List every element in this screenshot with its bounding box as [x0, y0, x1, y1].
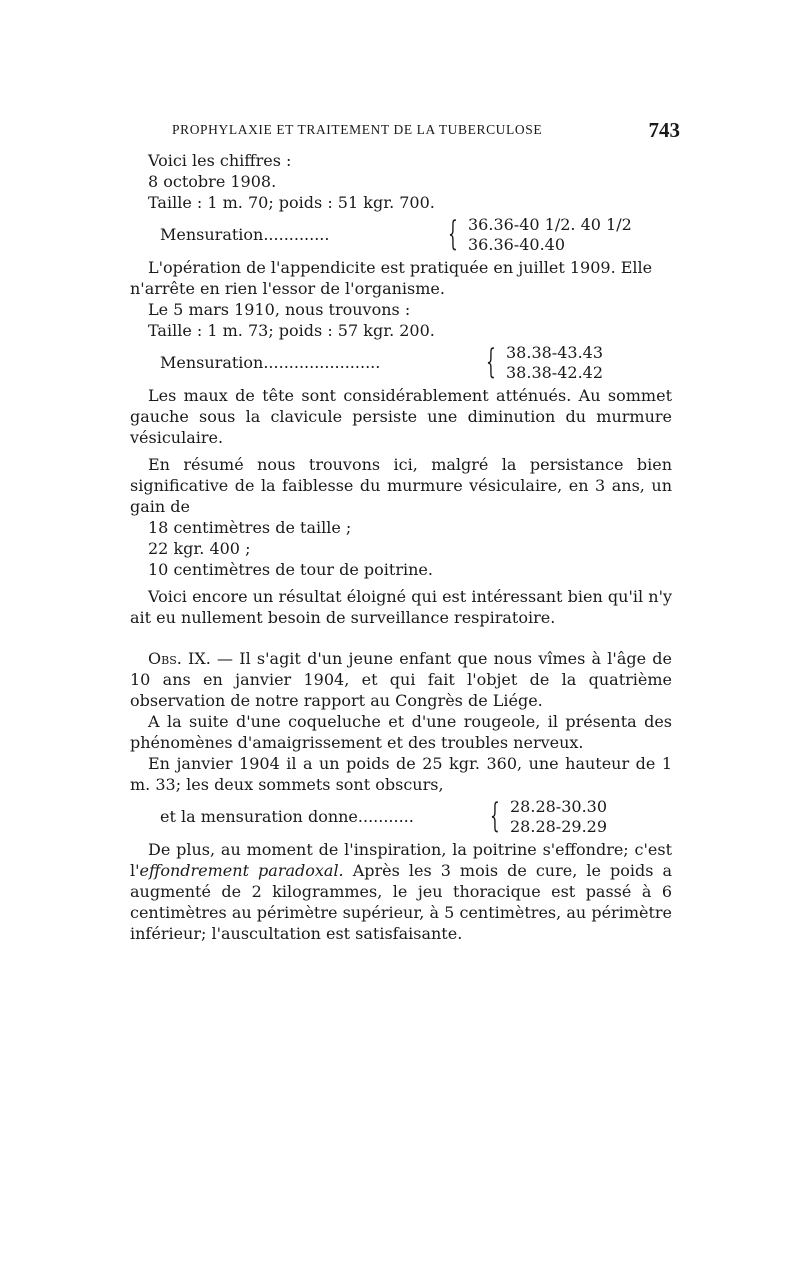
summary-item: 22 kgr. 400 ; [148, 539, 251, 558]
operation-line-1: L'opération de l'appendicite est pratiquée en juillet 1909. Elle [148, 258, 653, 277]
p4-end: Après les 3 mois de cure, le poids a augmenté de 2 kilogrammes, le jeu thoracique est passé à 6 centimètres au périmètre supérieur, à 5 centimètres, au périmètre inférieur; l'auscultation est satisfaisante. [130, 861, 673, 943]
brace-icon: { [486, 342, 496, 382]
date2-line: Le 5 mars 1910, nous trouvons : [148, 300, 411, 319]
stats2-line: Taille : 1 m. 73; poids : 57 kgr. 200. [148, 321, 435, 340]
measurement-row [130, 213, 672, 257]
measurement-label-3: et la mensuration donne........... [160, 807, 414, 826]
observation-paragraph-3: En janvier 1904 il a un poids de 25 kgr. 360, une hauteur de 1 m. 33; les deux sommets sont obscurs, [130, 754, 672, 794]
spacer [130, 628, 672, 648]
measurement-value-bottom: 38.38-42.42 [506, 363, 604, 382]
conclusion-paragraph: Voici encore un résultat éloigné qui est intéressant bien qu'il n'y ait eu nullement besoin de surveillance respiratoire. [130, 587, 672, 627]
brace-icon: { [448, 214, 458, 254]
observation-text: — Il s'agit d'un jeune enfant que nous vîmes à l'âge de 10 ans en janvier 1904, et qui fait l'objet de la quatrième observation de notre rapport au Congrès de Liége. [130, 649, 672, 710]
running-title: PROPHYLAXIE ET TRAITEMENT DE LA TUBERCULOSE [172, 122, 543, 137]
p4-start: De plus, au moment de l'inspiration, la poitrine s'effondre; c'est l' [130, 840, 672, 880]
measurement-label-2: Mensuration....................... [160, 353, 381, 372]
observation-paragraph-4 [130, 839, 672, 944]
measurement-label: Mensuration............. [160, 225, 330, 244]
measurement-values-3 [510, 797, 607, 837]
p4-italic: effondrement paradoxal. [139, 861, 344, 880]
page-body [130, 150, 672, 944]
stats-line: Taille : 1 m. 70; poids : 51 kgr. 700. [148, 193, 435, 212]
summary-item: 10 centimètres de tour de poitrine. [148, 560, 433, 579]
measurement-value-top: 28.28-30.30 [510, 797, 608, 816]
measurement-value-bottom: 36.36-40.40 [468, 235, 566, 254]
brace-icon: { [490, 796, 500, 836]
measurement-row-2 [130, 341, 672, 385]
measurement-value-top: 38.38-43.43 [506, 343, 604, 362]
measurement-values-2 [506, 343, 603, 383]
date-line: 8 octobre 1908. [148, 172, 277, 191]
observation-label: Obs. IX. [148, 649, 211, 668]
measurement-values [468, 215, 632, 255]
operation-line-2: n'arrête en rien l'essor de l'organisme. [130, 279, 445, 298]
maux-paragraph: Les maux de tête sont considérablement atténués. Au sommet gauche sous la clavicule persiste une diminution du murmure vésiculaire. [130, 386, 672, 447]
measurement-row-3 [130, 795, 672, 839]
observation-paragraph-2: A la suite d'une coqueluche et d'une rougeole, il présenta des phénomènes d'amaigrissement et des troubles nerveux. [130, 712, 672, 752]
intro-line: Voici les chiffres : [148, 151, 292, 170]
measurement-value-top: 36.36-40 1/2. 40 1/2 [468, 215, 632, 234]
observation-paragraph [130, 648, 672, 711]
page-number: 743 [648, 118, 680, 142]
summary-item: 18 centimètres de taille ; [148, 518, 352, 537]
measurement-value-bottom: 28.28-29.29 [510, 817, 608, 836]
page-header [172, 118, 680, 146]
summary-paragraph: En résumé nous trouvons ici, malgré la persistance bien significative de la faiblesse du murmure vésiculaire, en 3 ans, un gain de [130, 455, 672, 516]
